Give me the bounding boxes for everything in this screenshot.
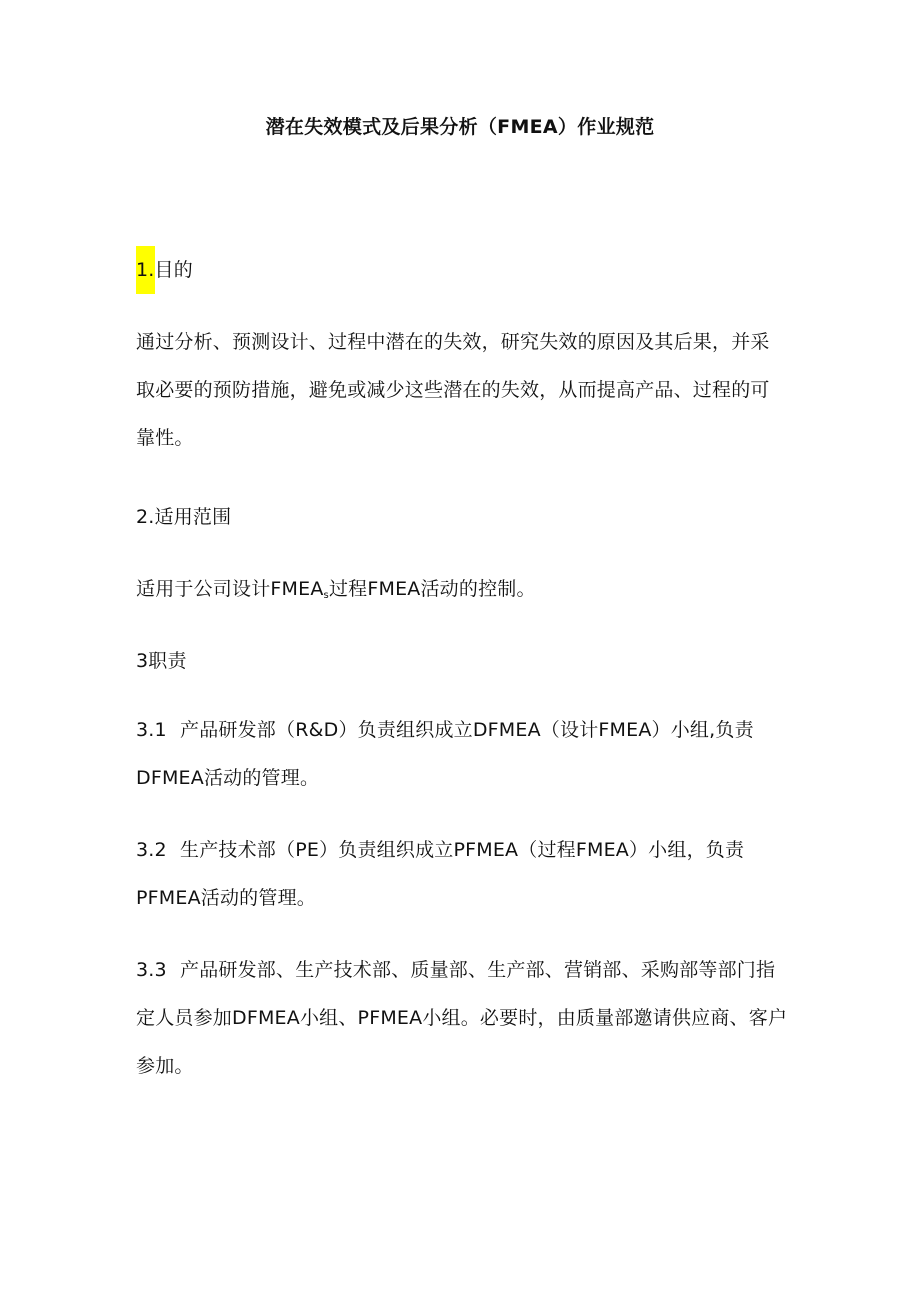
paragraph-part: 过程FMEA活动的控制。 [328, 578, 536, 600]
document-title: 潜在失效模式及后果分析（FMEA）作业规范 [265, 116, 655, 138]
subscript-mark: s [323, 590, 329, 601]
item-text: 生产技术部（PE）负责组织成立PFMEA（过程FMEA）小组，负责PFMEA活动的管理。 [136, 839, 745, 909]
section-heading-text: 目的 [154, 259, 193, 281]
item-text: 产品研发部、生产技术部、质量部、生产部、营销部、采购部等部门指定人员参加DFMEA小组、PFMEA小组。必要时，由质量部邀请供应商、客户参加。 [136, 959, 788, 1077]
item-number: 3.1 [136, 719, 167, 741]
section-1-heading [136, 246, 788, 294]
paragraph: 通过分析、预测设计、过程中潜在的失效，研究失效的原因及其后果，并采取必要的预防措施，避免或减少这些潜在的失效，从而提高产品、过程的可靠性。 [136, 331, 770, 449]
section-1-body [136, 318, 788, 462]
highlighted-section-number: 1. [136, 246, 155, 294]
responsibility-item [136, 706, 788, 802]
responsibility-item [136, 826, 788, 922]
section-3-heading: 3职责 [136, 650, 187, 672]
item-number: 3.3 [136, 959, 167, 981]
responsibility-item [136, 946, 788, 1090]
paragraph-part: 适用于公司设计FMEA [136, 578, 324, 600]
item-text: 产品研发部（R&D）负责组织成立DFMEA（设计FMEA）小组,负责DFMEA活动的管理。 [136, 719, 754, 789]
section-2-heading: 2.适用范围 [136, 506, 232, 528]
item-number: 3.2 [136, 839, 167, 861]
section-2-body [136, 565, 788, 620]
